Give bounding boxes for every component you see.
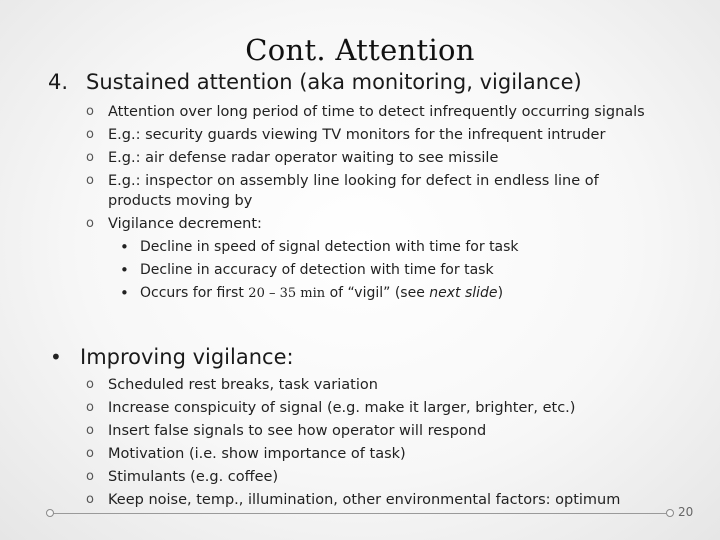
section-heading-improving-vigilance: Improving vigilance: <box>80 345 294 369</box>
footer-right-circle-icon <box>666 509 674 517</box>
circle-bullet-icon: o <box>86 492 94 507</box>
bullet-icon: • <box>50 345 62 369</box>
circle-bullet-icon: o <box>86 127 94 142</box>
circle-bullet-icon: o <box>86 216 94 231</box>
sub-list-item: Decline in accuracy of detection with time for task <box>140 262 494 278</box>
next-slide-reference: next slide <box>429 285 498 301</box>
list-item: Scheduled rest breaks, task variation <box>108 377 378 393</box>
occurs-suffix: ) <box>497 285 504 301</box>
footer-left-circle-icon <box>46 509 54 517</box>
circle-bullet-icon: o <box>86 104 94 119</box>
sub-list-item-occurs <box>140 284 503 303</box>
list-item: Stimulants (e.g. coffee) <box>108 469 279 485</box>
circle-bullet-icon: o <box>86 469 94 484</box>
bullet-icon: • <box>120 284 129 302</box>
list-item: E.g.: security guards viewing TV monitors for the infrequent intruder <box>108 127 606 143</box>
list-item-continuation: products moving by <box>108 193 253 209</box>
section-number: 4. <box>48 70 69 94</box>
occurs-range: 20 – 35 min <box>248 286 326 301</box>
list-item: Keep noise, temp., illumination, other environmental factors: optimum <box>108 492 621 508</box>
circle-bullet-icon: o <box>86 173 94 188</box>
bullet-icon: • <box>120 261 129 279</box>
list-item: E.g.: air defense radar operator waiting to see missile <box>108 150 499 166</box>
circle-bullet-icon: o <box>86 377 94 392</box>
circle-bullet-icon: o <box>86 150 94 165</box>
slide-title: Cont. Attention <box>245 33 475 67</box>
footer-divider <box>52 513 666 514</box>
list-item: Insert false signals to see how operator will respond <box>108 423 487 439</box>
occurs-middle: of “vigil” (see <box>325 285 430 301</box>
circle-bullet-icon: o <box>86 400 94 415</box>
circle-bullet-icon: o <box>86 423 94 438</box>
sub-list-item: Decline in speed of signal detection with time for task <box>140 239 519 255</box>
occurs-prefix: Occurs for first <box>140 285 249 301</box>
list-item: Attention over long period of time to detect infrequently occurring signals <box>108 104 645 120</box>
circle-bullet-icon: o <box>86 446 94 461</box>
list-item-vigilance-decrement: Vigilance decrement: <box>108 216 262 232</box>
list-item: Increase conspicuity of signal (e.g. make it larger, brighter, etc.) <box>108 400 576 416</box>
bullet-icon: • <box>120 238 129 256</box>
section-heading-sustained-attention: Sustained attention (aka monitoring, vigilance) <box>86 70 582 94</box>
list-item: E.g.: inspector on assembly line looking for defect in endless line of <box>108 173 599 189</box>
page-number: 20 <box>678 505 694 519</box>
list-item: Motivation (i.e. show importance of task) <box>108 446 406 462</box>
